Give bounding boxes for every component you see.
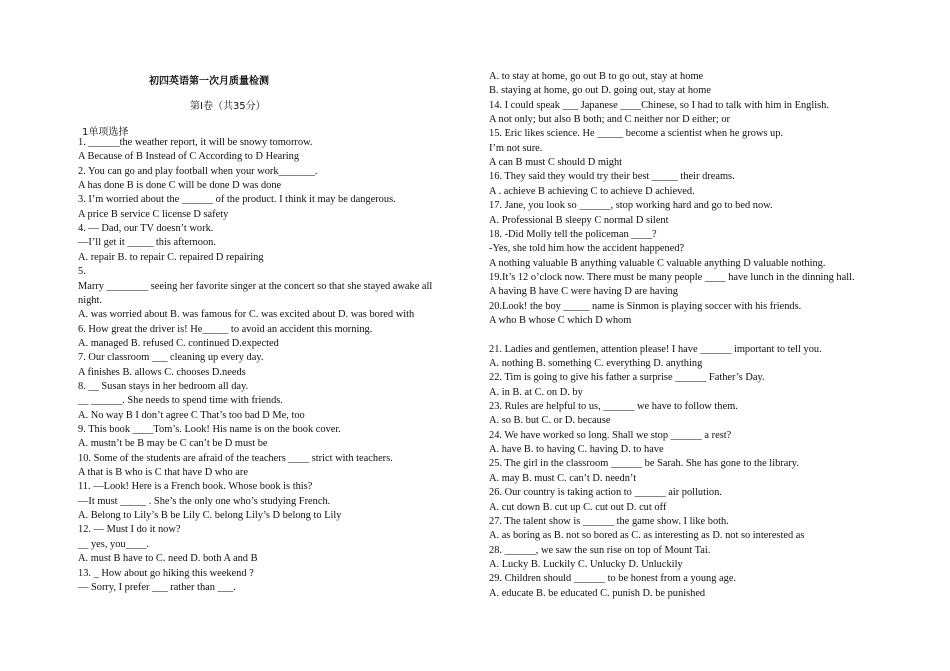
question-line: A. as boring as B. not so bored as C. as interesting as D. not so interested as [489,530,805,542]
question-line: A who B whose C which D whom [489,314,632,326]
question-line: A can B must C should D might [489,157,623,169]
question-line: 21. Ladies and gentlemen, attention please! I have ______ important to tell you. [489,343,822,355]
question-line: A. to stay at home, go out B to go out, stay at home [489,71,704,82]
question-line: 22. Tim is going to give his father a surprise ______ Father’s Day. [489,372,765,384]
question-line: A price B service C license D safety [78,208,229,220]
question-line: -Yes, she told him how the accident happened? [489,243,685,255]
question-line: 4. — Dad, our TV doesn’t work. [78,223,214,235]
question-line: A. have B. to having C. having D. to have [489,444,664,456]
question-line: A. must B have to C. need D. both A and B [78,553,258,565]
question-line: Marry ________ seeing her favorite singer at the concert so that she stayed awake all [78,280,433,292]
question-line: A. cut down B. cut up C. cut out D. cut off [489,501,667,513]
question-line: 25. The girl in the classroom ______ be Sarah. She has gone to the library. [489,458,799,470]
question-line: 23. Rules are helpful to us, ______ we have to follow them. [489,401,738,413]
question-line: A finishes B. allows C. chooses D.needs [78,366,246,378]
question-line: 20.Look! the boy _____ name is Sinmon is playing soccer with his friends. [489,300,802,312]
question-line: I’m not sure. [489,142,543,154]
question-line: A. educate B. be educated C. punish D. be punished [489,587,706,599]
section-heading-single-choice: 1单项选择 [82,127,129,138]
question-line: 19.It’s 12 o’clock now. There must be many people ____ have lunch in the dinning hall. [489,271,855,283]
question-line: A. No way B I don’t agree C That’s too bad D Me, too [78,409,305,421]
question-line: __ yes, you____. [78,538,149,550]
question-line: 15. Eric likes science. He _____ become a scientist when he grows up. [489,128,784,140]
question-line: A. repair B. to repair C. repaired D repairing [78,251,264,263]
question-line: A . achieve B achieving C to achieve D achieved. [489,185,695,197]
question-line: A. nothing B. something C. everything D. anything [489,358,703,369]
question-line: A. may B. must C. can’t D. needn’t [489,472,637,484]
question-line: 6. How great the driver is! He_____ to avoid an accident this morning. [78,323,373,335]
question-line: A. was worried about B. was famous for C. was excited about D. was bored with [78,309,415,321]
question-line: 12. — Must I do it now? [78,524,181,536]
exam-title: 初四英语第一次月质量检测 [149,76,269,87]
question-line: 9. This book ____Tom’s. Look! His name is on the book cover. [78,424,341,435]
question-line: A. Lucky B. Luckily C. Unlucky D. Unluckily [489,558,683,570]
question-line: 1. ______the weather report, it will be snowy tomorrow. [78,137,313,148]
part-one-heading: 第Ⅰ卷（共35分） [190,101,266,112]
question-line: __ ______. She needs to spend time with friends. [78,395,283,407]
question-line: A Because of B Instead of C According to D Hearing [78,151,300,163]
question-line: 29. Children should ______ to be honest from a young age. [489,573,737,585]
question-line: —It must _____ . She’s the only one who’s studying French. [78,495,331,507]
question-line: 13. _ How about go hiking this weekend ? [78,567,254,579]
question-line: 14. I could speak ___ Japanese ____Chinese, so I had to talk with him in English. [489,99,829,111]
question-line: 8. __ Susan stays in her bedroom all day. [78,380,249,392]
question-line: 18. -Did Molly tell the policeman ____? [489,228,657,240]
question-line: A not only; but also B both; and C neither nor D either; or [489,114,730,126]
question-line: 5. [78,266,86,278]
question-line: A. so B. but C. or D. because [489,415,611,427]
question-line: A. in B. at C. on D. by [489,386,583,398]
question-line: A. Belong to Lily’s B be Lily C. belong Lily’s D belong to Lily [78,510,342,522]
question-line: 16. They said they would try their best _____ their dreams. [489,171,735,183]
question-line: 3. I’m worried about the ______ of the product. I think it may be dangerous. [78,194,396,206]
question-line: 24. We have worked so long. Shall we stop ______ a rest? [489,429,732,441]
question-line: 11. —Look! Here is a French book. Whose book is this? [78,481,313,493]
question-line: A. managed B. refused C. continued D.expected [78,337,279,349]
question-line: 28. ______, we saw the sun rise on top of Mount Tai. [489,544,711,556]
question-line: 26. Our country is taking action to ______ air pollution. [489,487,722,499]
question-line: — Sorry, I prefer ___ rather than ___. [78,581,236,593]
question-line: 10. Some of the students are afraid of the teachers ____ strict with teachers. [78,452,393,464]
question-line: A nothing valuable B anything valuable C valuable anything D valuable nothing. [489,257,826,269]
question-line: night. [78,294,102,306]
question-line: 27. The talent show is ______ the game show. I like both. [489,515,729,527]
question-line: A that is B who is C that have D who are [78,467,248,479]
question-line: B. staying at home, go out D. going out, stay at home [489,85,711,97]
question-line: A. Professional B sleepy C normal D silent [489,214,669,226]
question-line: 2. You can go and play football when your work_______. [78,165,318,177]
question-line: A having B have C were having D are having [489,286,678,298]
question-line: 7. Our classroom ___ cleaning up every day. [78,352,264,364]
question-line: A. mustn’t be B may be C can’t be D must be [78,438,268,450]
question-line: A has done B is done C will be done D was done [78,180,282,192]
question-line: —I’ll get it _____ this afternoon. [78,237,216,249]
question-line: 17. Jane, you look so ______, stop working hard and go to bed now. [489,200,773,212]
